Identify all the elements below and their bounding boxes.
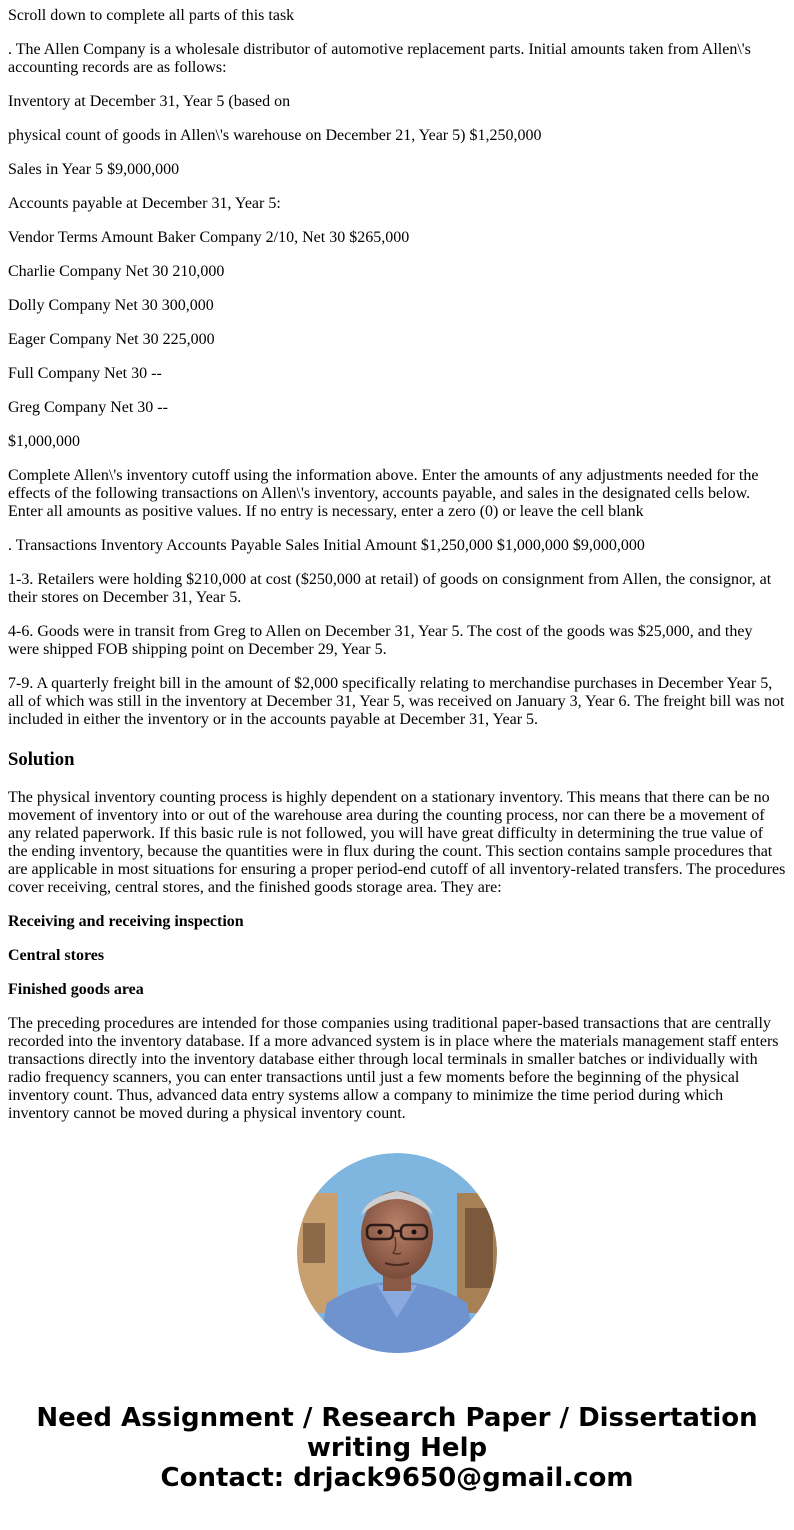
instructions: Complete Allen\'s inventory cutoff using the information above. Enter the amounts of any adjustments needed for the effects of the following transactions on Allen\'s inventory, accounts payable, and sales in the designated cells below. Enter all amounts as positive values. If no entry is necessary, enter a zero (0) or leave the cell blank — [8, 467, 759, 520]
banner-line-2: writing Help — [306, 1433, 488, 1463]
solution-area: Finished goods area — [8, 981, 144, 998]
problem-statement: . The Allen Company is a wholesale distributor of automotive replacement parts. Initial amounts taken from Allen\'s accounting records are as follows: — [8, 41, 751, 76]
vendor-line: Full Company Net 30 -- — [8, 365, 162, 382]
sales-line: Sales in Year 5 $9,000,000 — [8, 161, 180, 178]
avatar-container — [0, 1153, 794, 1353]
vendor-line: Dolly Company Net 30 300,000 — [8, 297, 214, 314]
transaction-1-3: 1-3. Retailers were holding $210,000 at cost ($250,000 at retail) of goods on consignment from Allen, the consignor, at their stores on December 31, Year 5. — [8, 571, 772, 606]
accounts-payable-header: Accounts payable at December 31, Year 5: — [8, 195, 281, 212]
table-header-line: . Transactions Inventory Accounts Payable Sales Initial Amount $1,250,000 $1,000,000 $9,000,000 — [8, 537, 645, 554]
transaction-4-6: 4-6. Goods were in transit from Greg to Allen on December 31, Year 5. The cost of the goods was $25,000, and they were shipped FOB shipping point on December 29, Year 5. — [8, 623, 753, 658]
solution-area: Receiving and receiving inspection — [8, 913, 244, 930]
banner-contact-line: Contact: drjack9650@gmail.com — [160, 1463, 634, 1493]
vendor-line: Vendor Terms Amount Baker Company 2/10, Net 30 $265,000 — [8, 229, 410, 246]
vendor-line: Greg Company Net 30 -- — [8, 399, 168, 416]
vendor-total: $1,000,000 — [8, 433, 80, 450]
document — [0, 7, 794, 1123]
solution-paragraph-2: The preceding procedures are intended for those companies using traditional paper-based transactions that are centrally recorded into the inventory database. If a more advanced system is in place where the materials management staff enters transactions directly into the inventory database either through local terminals in smaller batches or individually with radio frequency scanners, you can enter transactions until just a few moments before the beginning of the physical inventory count. Thus, advanced data entry systems allow a company to minimize the time period during which inventory cannot be moved during a physical inventory count. — [8, 1015, 779, 1122]
inventory-line-2: physical count of goods in Allen\'s warehouse on December 21, Year 5) $1,250,000 — [8, 127, 542, 144]
banner-line-1: Need Assignment / Research Paper / Dissertation — [36, 1403, 758, 1433]
vendor-line: Charlie Company Net 30 210,000 — [8, 263, 225, 280]
transaction-7-9: 7-9. A quarterly freight bill in the amount of $2,000 specifically relating to merchandise purchases in December Year 5, all of which was still in the inventory at December 31, Year 5, was received on January 3, Year 6. The freight bill was not included in either the inventory or in the accounts payable at December 31, Year 5. — [8, 675, 785, 728]
solution-paragraph-1: The physical inventory counting process is highly dependent on a stationary inventory. This means that there can be no movement of inventory into or out of the warehouse area during the counting process, nor can there be a movement of any related paperwork. If this basic rule is not followed, you will have great difficulty in determining the true value of the ending inventory, because the quantities were in flux during the count. This section contains sample procedures that are applicable in most situations for ensuring a proper period-end cutoff of all inventory-related transfers. The procedures cover receiving, central stores, and the finished goods storage area. They are: — [8, 789, 786, 896]
inventory-line-1: Inventory at December 31, Year 5 (based on — [8, 93, 291, 110]
vendor-line: Eager Company Net 30 225,000 — [8, 331, 215, 348]
solution-area: Central stores — [8, 947, 105, 964]
avatar — [297, 1153, 497, 1353]
intro-text: Scroll down to complete all parts of this task — [8, 7, 295, 24]
contact-banner — [0, 1403, 794, 1493]
solution-heading: Solution — [8, 749, 75, 770]
